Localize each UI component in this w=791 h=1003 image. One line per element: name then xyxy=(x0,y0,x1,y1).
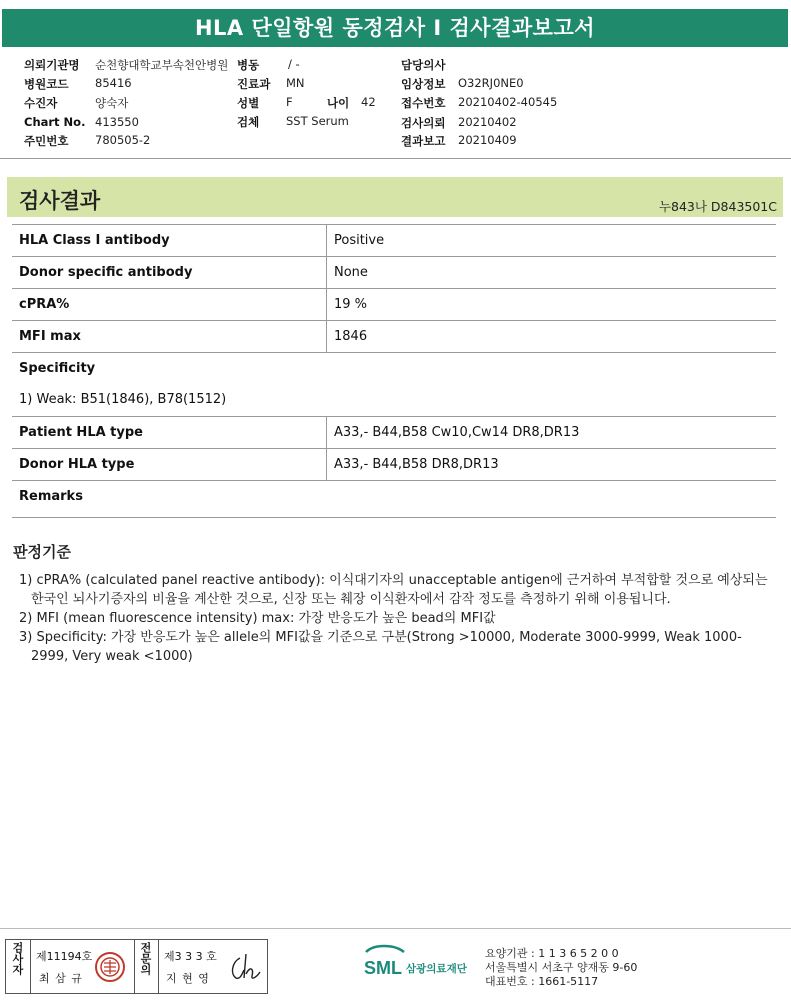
clinical-info-value: O32RJ0NE0 xyxy=(458,76,524,90)
remarks-label: Remarks xyxy=(19,489,83,504)
logo-text: SML xyxy=(364,958,402,978)
result-code: 누843나 D843501C xyxy=(658,199,777,214)
row-value: 19 % xyxy=(334,297,368,312)
row-key: MFI max xyxy=(19,329,81,344)
table-row xyxy=(12,416,776,448)
sml-logo xyxy=(364,944,484,984)
resident-id-value: 780505-2 xyxy=(95,133,151,147)
table-row xyxy=(12,320,776,352)
hospital-code-value: 85416 xyxy=(95,76,132,90)
donor-hla-value: A33,- B44,B58 DR8,DR13 xyxy=(334,457,499,472)
result-table xyxy=(12,224,776,518)
ward-value: / - xyxy=(288,57,300,71)
clinical-info-label: 임상정보 xyxy=(401,77,446,91)
reviewer-label: 전문의 xyxy=(139,942,152,975)
table-row xyxy=(12,288,776,320)
inspector-label: 검사자 xyxy=(11,942,24,975)
resident-id-label: 주민번호 xyxy=(24,134,69,148)
signature-icon xyxy=(226,950,264,984)
patient-hla-value: A33,- B44,B58 Cw10,Cw14 DR8,DR13 xyxy=(334,425,580,440)
result-title: 검사결과 xyxy=(19,189,101,213)
age-label: 나이 xyxy=(327,96,350,110)
patient-value: 양숙자 xyxy=(95,96,129,110)
dept-value: MN xyxy=(286,76,305,90)
patient-label: 수진자 xyxy=(24,96,58,110)
institution-value: 순천향대학교부속천안병원 xyxy=(95,58,229,72)
signature-box xyxy=(5,939,268,994)
divider xyxy=(0,158,791,159)
institution-label: 의뢰기관명 xyxy=(24,58,80,72)
specificity-text: 1) Weak: B51(1846), B78(1512) xyxy=(19,392,227,407)
row-key: HLA Class Ⅰ antibody xyxy=(19,233,170,248)
row-value: None xyxy=(334,265,368,280)
report-date-label: 결과보고 xyxy=(401,134,446,148)
accession-value: 20210402-40545 xyxy=(458,95,558,109)
hospital-code-label: 병원코드 xyxy=(24,77,69,91)
reviewer-license: 제3 3 3 호 xyxy=(164,950,217,963)
specificity-detail-row xyxy=(12,384,776,416)
result-header xyxy=(7,177,783,217)
org-code: 요양기관 : 1 1 3 6 5 2 0 0 xyxy=(485,947,619,960)
row-key: Donor specific antibody xyxy=(19,265,193,280)
criteria-list xyxy=(19,571,771,666)
patient-info-block xyxy=(0,52,791,155)
criteria-title: 판정기준 xyxy=(13,543,71,561)
accession-label: 접수번호 xyxy=(401,96,446,110)
report-title: HLA 단일항원 동정검사 I 검사결과보고서 xyxy=(2,9,788,47)
seal-icon xyxy=(94,951,126,983)
reviewer-name: 지 현 영 xyxy=(166,972,210,985)
table-row xyxy=(12,224,776,256)
specificity-row xyxy=(12,352,776,384)
request-date-label: 검사의뢰 xyxy=(401,116,446,130)
specificity-label: Specificity xyxy=(19,361,96,376)
dept-label: 진료과 xyxy=(237,77,271,91)
specimen-label: 검체 xyxy=(237,115,260,129)
org-address: 서울특별시 서초구 양재동 9-60 xyxy=(485,961,638,974)
remarks-row xyxy=(12,480,776,518)
row-value: Positive xyxy=(334,233,385,248)
sex-value: F xyxy=(286,95,293,109)
footer-divider xyxy=(0,928,791,929)
row-value: 1846 xyxy=(334,329,368,344)
row-key: cPRA% xyxy=(19,297,70,312)
doctor-label: 담당의사 xyxy=(401,58,446,72)
age-value: 42 xyxy=(361,95,376,109)
chart-no-label: Chart No. xyxy=(24,115,86,129)
inspector-name: 최 삼 규 xyxy=(39,972,83,985)
table-row xyxy=(12,448,776,480)
table-row xyxy=(12,256,776,288)
org-name: 삼광의료재단 xyxy=(406,963,467,975)
org-phone: 대표번호 : 1661-5117 xyxy=(485,975,599,988)
specimen-value: SST Serum xyxy=(286,114,349,128)
org-info xyxy=(485,947,637,989)
request-date-value: 20210402 xyxy=(458,115,517,129)
list-item: 1) cPRA% (calculated panel reactive antibody): 이식대기자의 unacceptable antigen에 근거하여 부적합할 것으로 예상되는 한국인 뇌사기증자의 비율을 계산한 것으로, 신장 또는 췌장 이식환자에서 감작 정도를 측정하기 위해 이용됩니다. xyxy=(19,573,768,607)
sex-label: 성별 xyxy=(237,96,260,110)
list-item: 3) Specificity: 가장 반응도가 높은 allele의 MFI값을 기준으로 구분(Strong >10000, Moderate 3000-9999, Weak 1000-2999, Very weak <1000) xyxy=(19,630,742,664)
ward-label: 병동 xyxy=(237,58,260,72)
chart-no-value: 413550 xyxy=(95,115,139,129)
inspector-license: 제11194호 xyxy=(36,950,93,963)
list-item: 2) MFI (mean fluorescence intensity) max: 가장 반응도가 높은 bead의 MFI값 xyxy=(19,611,496,626)
report-date-value: 20210409 xyxy=(458,133,517,147)
donor-hla-label: Donor HLA type xyxy=(19,457,135,472)
patient-hla-label: Patient HLA type xyxy=(19,425,143,440)
